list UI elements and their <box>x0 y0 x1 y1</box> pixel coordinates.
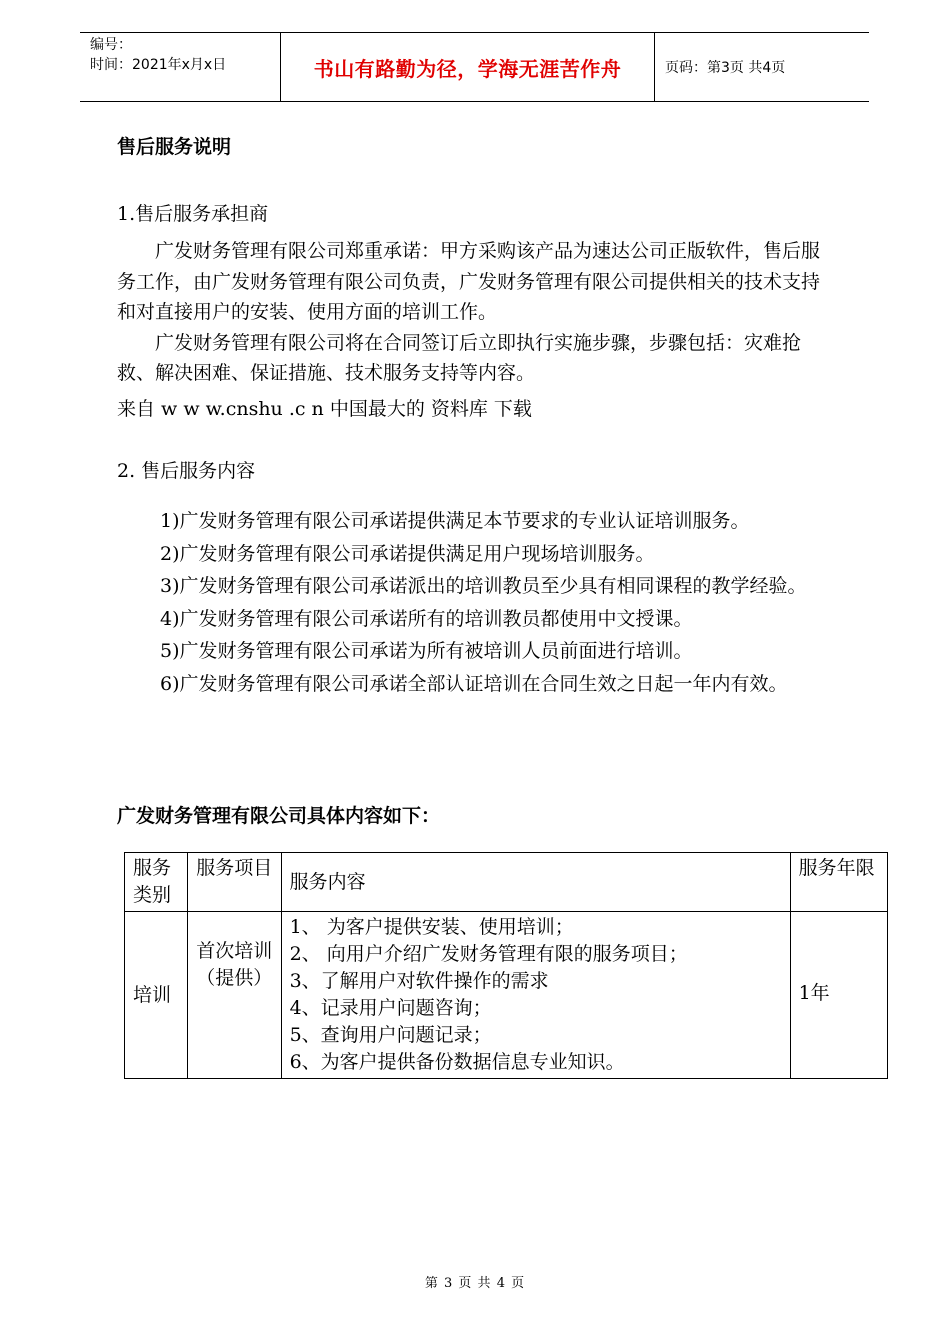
source-line: 来自 w w w.cnshu .c n 中国最大的 资料库 下载 <box>117 398 532 420</box>
list-item: 5)广发财务管理有限公司承诺为所有被培训人员前面进行培训。 <box>160 640 693 662</box>
content-line: 5、查询用户问题记录； <box>289 1024 492 1046</box>
number-label: 编号： <box>90 37 132 53</box>
section1-body <box>117 236 837 389</box>
list-item: 1)广发财务管理有限公司承诺提供满足本节要求的专业认证培训服务。 <box>160 510 750 532</box>
header-motto: 书山有路勤为径，学海无涯苦作舟 <box>281 33 655 101</box>
header-content: 服务内容 <box>281 853 790 912</box>
table-row <box>125 912 888 1079</box>
header-item: 服务项目 <box>188 853 281 912</box>
content-line: 3、了解用户对软件操作的需求 <box>289 970 549 992</box>
cell-duration: 1年 <box>790 912 887 1079</box>
time-label: 时间：2021年x月x日 <box>90 57 227 73</box>
service-table <box>124 852 888 1079</box>
section1-heading: 1.售后服务承担商 <box>117 203 269 225</box>
list-item: 2)广发财务管理有限公司承诺提供满足用户现场培训服务。 <box>160 542 655 565</box>
header-page-label: 页码：第3页 共4页 <box>665 60 786 76</box>
list-item: 4)广发财务管理有限公司承诺所有的培训教员都使用中文授课。 <box>160 607 693 630</box>
table-header-row <box>125 853 888 912</box>
content-line: 6、为客户提供备份数据信息专业知识。 <box>289 1051 625 1073</box>
service-list <box>160 506 840 701</box>
cell-item: 首次培训（提供） <box>188 912 281 1079</box>
cell-category: 培训 <box>125 912 188 1079</box>
section2-heading: 2. 售后服务内容 <box>117 460 256 482</box>
list-item: 6)广发财务管理有限公司承诺全部认证培训在合同生效之日起一年内有效。 <box>160 672 788 695</box>
header-meta <box>80 33 281 101</box>
table-intro: 广发财务管理有限公司具体内容如下： <box>117 805 441 827</box>
paragraph-2: 广发财务管理有限公司将在合同签订后立即执行实施步骤，步骤包括：灾难抢救、解决困难、保证措施、技术服务支持等内容。 <box>117 331 802 384</box>
header-category: 服务类别 <box>125 853 188 912</box>
content-line: 2、 向用户介绍广发财务管理有限的服务项目； <box>289 943 688 965</box>
page-footer: 第 3 页 共 4 页 <box>424 1276 526 1291</box>
paragraph-1: 广发财务管理有限公司郑重承诺：甲方采购该产品为速达公司正版软件，售后服务工作，由广发财务管理有限公司负责，广发财务管理有限公司提供相关的技术支持和对直接用户的安装、使用方面的培训工作。 <box>117 240 821 323</box>
content-line: 4、记录用户问题咨询； <box>289 997 492 1019</box>
list-item: 3)广发财务管理有限公司承诺派出的培训教员至少具有相同课程的教学经验。 <box>160 575 807 597</box>
cell-contents <box>281 912 790 1079</box>
doc-title: 售后服务说明 <box>117 136 232 158</box>
page-header <box>80 32 869 102</box>
content-line: 1、 为客户提供安装、使用培训； <box>289 916 574 938</box>
header-duration: 服务年限 <box>790 853 887 912</box>
